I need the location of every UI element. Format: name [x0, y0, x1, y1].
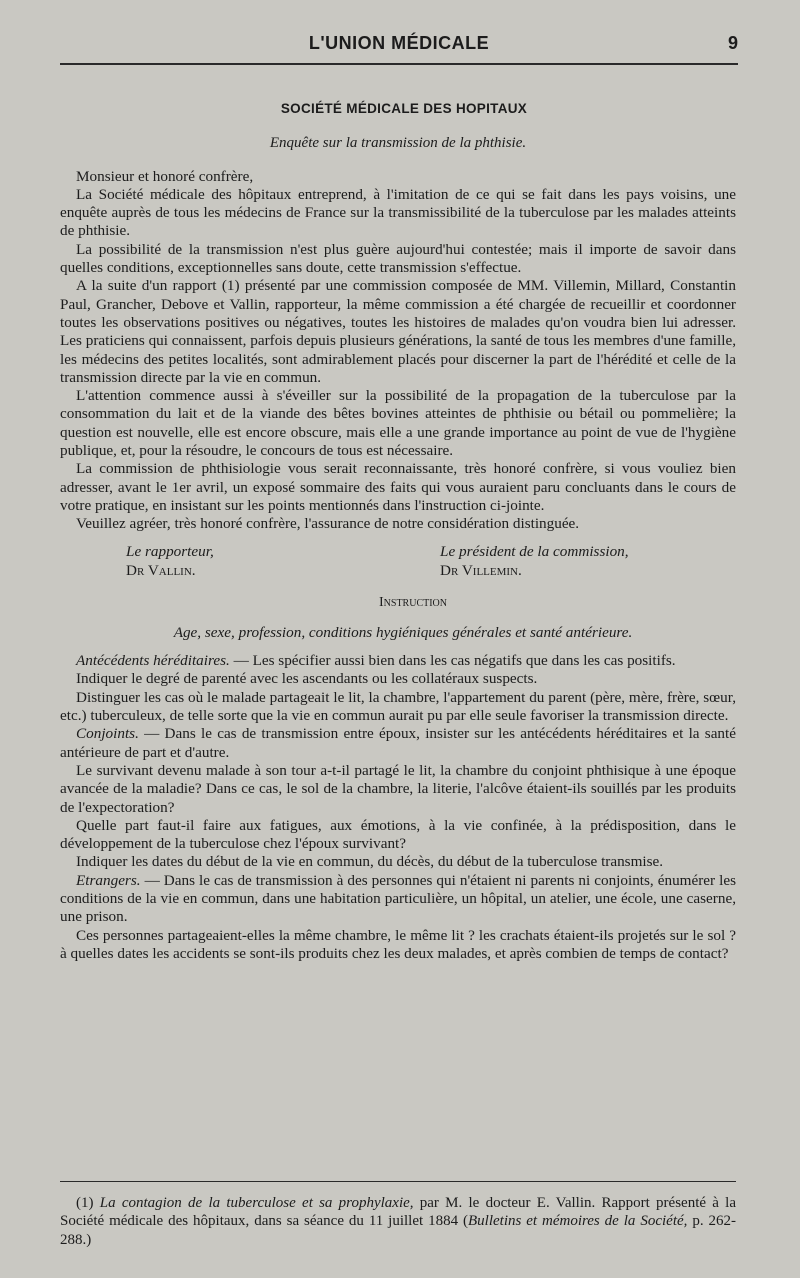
rapporteur-name: Dr Vallin.: [126, 561, 196, 579]
antecedents-paragraph-3: Distinguer les cas où le malade partageait le lit, la chambre, l'appartement du parent (père, mère, frère, sœur, etc.) tuberculeux, de telle sorte que la vie en commun aurait pu par elle seule favoriser la transmission directe.: [60, 688, 736, 725]
paragraph-4: L'attention commence aussi à s'éveiller sur la possibilité de la propagation de la tuberculose par la consommation du lait et de la viande des bêtes bovines atteintes de phthisie ou bétail ou pommelière; la question est nouvelle, elle est encore obscure, mais elle a une grande importance au point de vue de l'hygiène publique, et, pour la résoudre, le concours de tous est nécessaire.: [60, 387, 736, 460]
rapporteur-role: Le rapporteur,: [126, 542, 214, 560]
paragraph-6: Veuillez agréer, très honoré confrère, l'assurance de notre considération distinguée.: [76, 515, 580, 533]
salutation: Monsieur et honoré confrère,: [76, 167, 254, 185]
enquete-title: Enquête sur la transmission de la phthisie.: [269, 135, 527, 152]
header-rule: [60, 63, 738, 65]
president-role: Le président de la commission,: [440, 542, 629, 560]
paragraph-2: La possibilité de la transmission n'est plus guère aujourd'hui contestée; mais il importe de savoir dans quelles conditions, exceptionnelles sans doute, cette transmission s'effectue.: [60, 240, 736, 277]
president-name: Dr Villemin.: [440, 561, 522, 579]
antecedents-text: — Les spécifier aussi bien dans les cas négatifs que dans les cas positifs.: [229, 652, 676, 670]
paragraph-1: La Société médicale des hôpitaux entreprend, à l'imitation de ce qui se fait dans les pays voisins, une enquête auprès de tous les médecins de France sur la transmissibilité de la tuberculose par les malades atteints de phthisie.: [60, 185, 736, 240]
conjoints-paragraph-2: Le survivant devenu malade à son tour a-t-il partagé le lit, la chambre du conjoint phthisique à une époque avancée de la maladie? Dans ce cas, le sol de la chambre, la literie, l'alcôve étaient-ils souillés par les produits de l'expectoration?: [60, 761, 736, 816]
antecedents-label: Antécédents héréditaires.: [76, 652, 230, 670]
conjoints-paragraph-4: Indiquer les dates du début de la vie en commun, du décès, du début de la tuberculose transmise.: [76, 853, 664, 871]
etrangers-paragraph: [60, 872, 736, 927]
page-number: 9: [727, 33, 738, 53]
footnote-pages: p. 262-288.): [60, 1213, 736, 1248]
conjoints-text: — Dans le cas de transmission entre époux, insister sur les antécédents héréditaires et la santé antérieure de part et d'autre.: [60, 725, 736, 761]
running-head: [60, 33, 738, 57]
footnote-text: par M. le docteur E. Vallin. Rapport présenté à la Société médicale des hôpitaux, dans sa séance du 11 juillet 1884 (: [60, 1195, 736, 1230]
article-body: [60, 100, 736, 963]
conjoints-label: Conjoints.: [76, 725, 139, 743]
footnote-rule: [60, 1181, 736, 1182]
conjoints-paragraph-3: Quelle part faut-il faire aux fatigues, aux émotions, à la vie confinée, à la prédisposition, dans le développement de la tuberculose chez l'époux survivant?: [60, 816, 736, 853]
footnote-source: Bulletins et mémoires de la Société,: [468, 1213, 688, 1230]
journal-title: L'UNION MÉDICALE: [308, 33, 490, 53]
paragraph-5: La commission de phthisiologie vous serait reconnaissante, très honoré confrère, si vous vouliez bien adresser, avant le 1er avril, un exposé sommaire des faits qui vous auraient paru concluants dans le cours de votre pratique, en insistant sur les points mentionnés dans l'instruction ci-jointe.: [60, 460, 736, 514]
paragraph-3: A la suite d'un rapport (1) présenté par une commission composée de MM. Villemin, Millard, Constantin Paul, Grancher, Debove et Vallin, rapporteur, la même commission a été chargée de recueillir et coordonner toutes les observations positives ou négatives, toutes les histoires de malades qu'on voudra bien lui adresser. Les praticiens qui connaissent, parfois depuis plusieurs générations, la santé de tous les membres d'une famille, les médecins des petites localités, sont admirablement placés pour discerner la part de l'hérédité et celle de la transmission directe par la vie en commun.: [60, 277, 736, 386]
antecedents-paragraph-2: Indiquer le degré de parenté avec les ascendants ou les collatéraux suspects.: [76, 670, 538, 688]
etrangers-label: Etrangers.: [76, 871, 141, 889]
etrangers-text: — Dans le cas de transmission à des personnes qui n'étaient ni parents ni conjoints, énumérer les conditions de la vie en commun, dans une habitation particulière, un hôpital, un atelier, une école, une caserne, une prison.: [60, 871, 736, 926]
footnote-title: La contagion de la tuberculose et sa prophylaxie,: [99, 1195, 414, 1211]
signature-rapporteur: [126, 542, 214, 580]
signature-block: [60, 542, 736, 584]
signature-president: [440, 542, 629, 580]
section-title: SOCIÉTÉ MÉDICALE DES HOPITAUX: [280, 101, 528, 116]
antecedents-paragraph: [60, 652, 736, 670]
footnote-marker: (1): [76, 1195, 100, 1211]
instruction-title: Instruction: [379, 594, 447, 610]
instruction-heading: Age, sexe, profession, conditions hygiéniques générales et santé antérieure.: [173, 623, 633, 641]
etrangers-paragraph-2: Ces personnes partageaient-elles la même chambre, le même lit ? les crachats étaient-ils projetés sur le sol ? à quelles dates les accidents se sont-ils produits chez les deux malades, et après combien de temps de contact?: [60, 926, 736, 962]
conjoints-paragraph: [60, 725, 736, 762]
footnote: [60, 1194, 736, 1249]
